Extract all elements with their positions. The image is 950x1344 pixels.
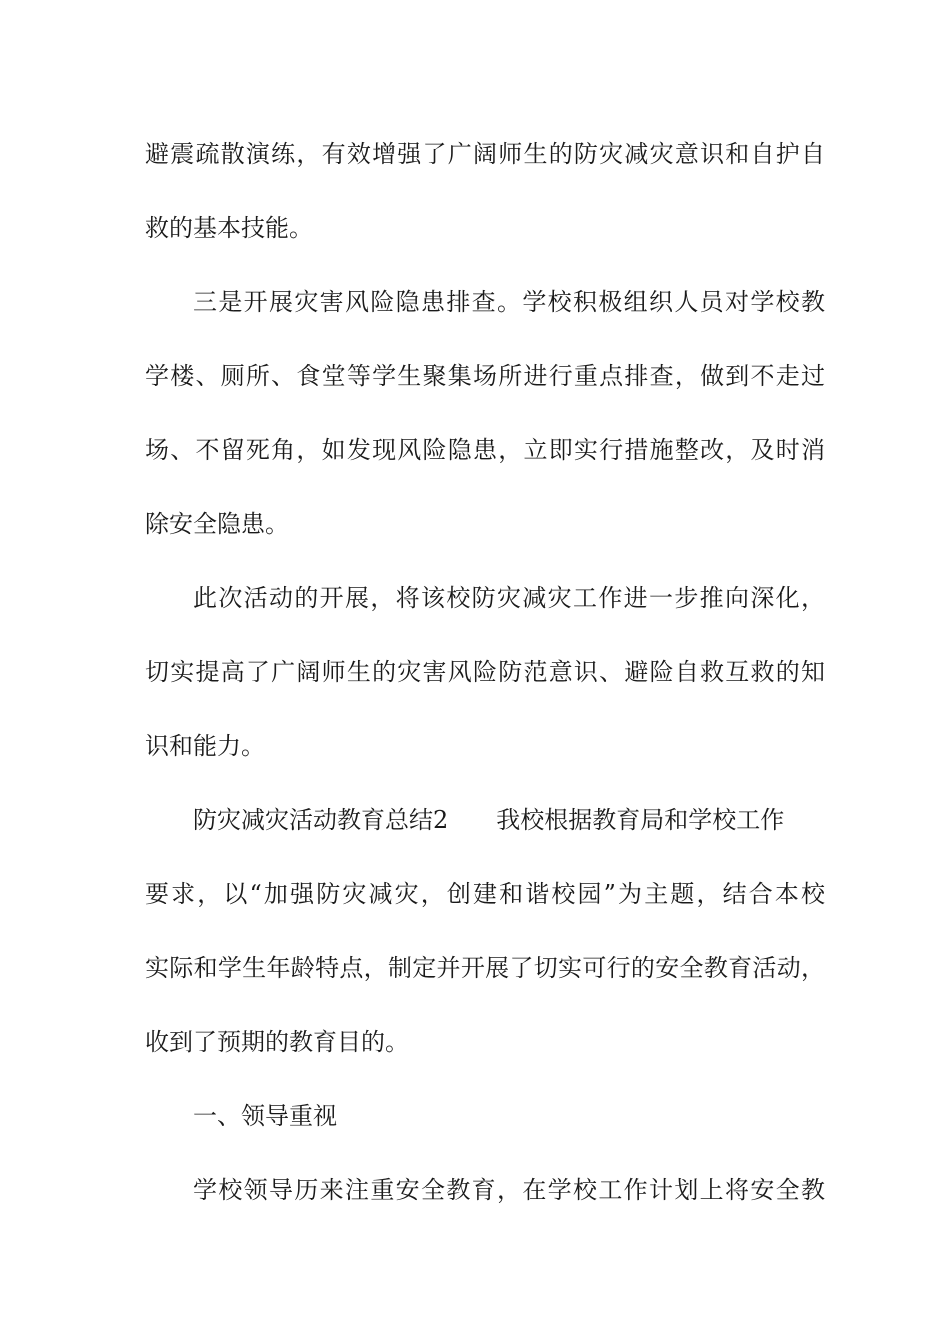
paragraph-line: 三是开展灾害风险隐患排查。学校积极组织人员对学校教 bbox=[193, 288, 825, 316]
paragraph-line bbox=[193, 803, 825, 837]
paragraph-line: 实际和学生年龄特点，制定并开展了切实可行的安全教育活动， bbox=[145, 954, 825, 982]
paragraph-line: 识和能力。 bbox=[145, 732, 265, 760]
paragraph-line: 学楼、厕所、食堂等学生聚集场所进行重点排查，做到不走过 bbox=[145, 362, 825, 390]
paragraph-line: 救的基本技能。 bbox=[145, 214, 313, 242]
paragraph-line: 收到了预期的教育目的。 bbox=[145, 1028, 409, 1056]
paragraph-text: 我校根据教育局和学校工作 bbox=[496, 806, 785, 834]
paragraph-line: 避震疏散演练，有效增强了广阔师生的防灾减灾意识和自护自 bbox=[145, 140, 825, 168]
section-heading: 一、领导重视 bbox=[193, 1102, 337, 1130]
paragraph-line: 此次活动的开展，将该校防灾减灾工作进一步推向深化， bbox=[193, 584, 825, 612]
paragraph-line: 场、不留死角，如发现风险隐患，立即实行措施整改，及时消 bbox=[145, 436, 825, 464]
paragraph-line: 切实提高了广阔师生的灾害风险防范意识、避险自救互救的知 bbox=[145, 658, 825, 686]
paragraph-line: 除安全隐患。 bbox=[145, 510, 289, 538]
section-title: 防灾减灾活动教育总结2 bbox=[193, 806, 449, 834]
paragraph-line: 学校领导历来注重安全教育，在学校工作计划上将安全教 bbox=[193, 1176, 825, 1204]
paragraph-line: 要求，以“加强防灾减灾，创建和谐校园”为主题，结合本校 bbox=[145, 880, 825, 908]
